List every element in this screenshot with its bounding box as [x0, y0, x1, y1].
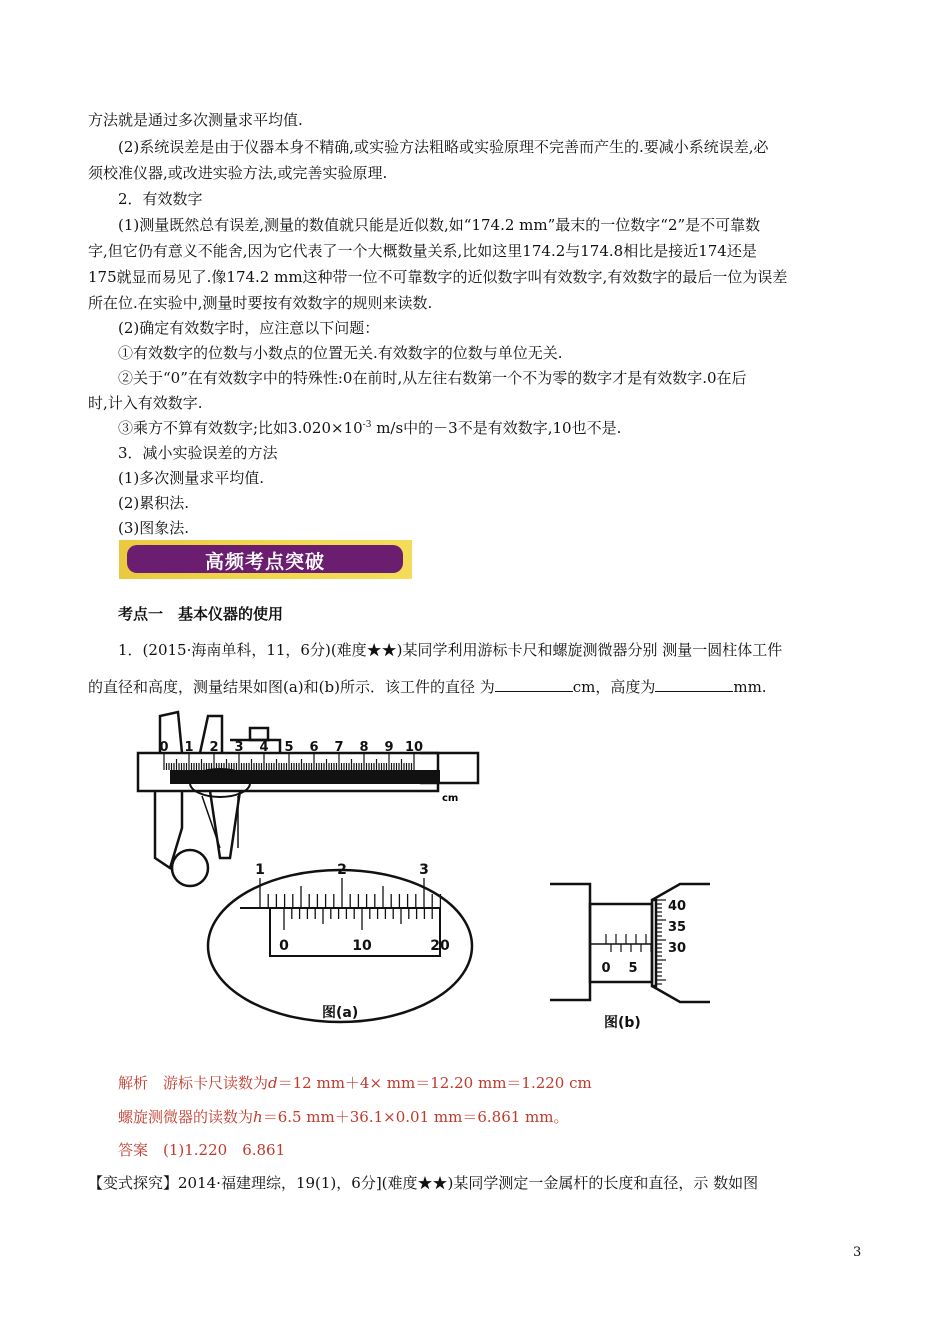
- thimble-labels: [668, 899, 686, 956]
- banner-pill: [127, 545, 403, 573]
- page-number: 3: [853, 1245, 862, 1260]
- main-scale-label: 8: [359, 740, 369, 755]
- caliper-lock-screw: [250, 728, 268, 740]
- answer-blank[interactable]: [495, 677, 573, 692]
- sleeve-label: 5: [628, 961, 638, 976]
- banner-title: 高频考点突破: [204, 551, 325, 573]
- section-banner: [119, 540, 412, 579]
- main-scale-label: 9: [384, 740, 394, 755]
- caliper-lower-jaw: [155, 791, 182, 868]
- text-line: (2)累积法.: [118, 494, 190, 512]
- main-scale-label: 0: [159, 740, 169, 755]
- text-line: 方法就是通过多次测量求平均值.: [88, 111, 303, 129]
- main-scale-label: 3: [234, 740, 244, 755]
- zoom-main-labels: [255, 862, 429, 878]
- zoom-main-label: 3: [419, 862, 429, 878]
- thimble-label: 30: [668, 941, 687, 956]
- text-span: ＝12 mm＋4× mm＝12.20 mm＝1.220 cm: [277, 1074, 592, 1092]
- analysis-line: [118, 1107, 898, 1127]
- micrometer-figure: [540, 880, 720, 1010]
- main-scale-label: 6: [309, 740, 319, 755]
- text-line: 所在位.在实验中,测量时要按有效数字的规则来读数.: [88, 294, 433, 312]
- text-span: ＝6.5 mm＋36.1×0.01 mm＝6.861 mm。: [262, 1108, 569, 1126]
- zoom-main-label: 2: [337, 862, 347, 878]
- answer-blank[interactable]: [655, 677, 733, 692]
- text-span: ③乘方不算有效数字;比如3.020×10: [118, 419, 363, 437]
- question-line: 1．(2015·海南单科，11，6分)(难度★★)某同学利用游标卡尺和螺旋测微器分别 测量一圆柱体工件: [118, 641, 783, 659]
- main-scale-label: 7: [334, 740, 344, 755]
- text-line: (3)图象法.: [118, 519, 190, 537]
- text-line: 须校准仪器,或改进实验方法,或完善实验原理.: [88, 164, 388, 182]
- text-line: [118, 418, 898, 438]
- text-span: 螺旋测微器的读数为: [118, 1108, 254, 1126]
- thimble-label: 40: [668, 899, 687, 914]
- main-scale-label: 10: [404, 740, 424, 755]
- zoom-vernier-label: 10: [352, 938, 372, 954]
- figure-b-caption: 图(b): [604, 1015, 641, 1031]
- text-line: 2．有效数字: [118, 190, 203, 208]
- zoom-vernier-label: 20: [430, 938, 450, 954]
- text-span: 解析 游标卡尺读数为: [118, 1074, 269, 1092]
- analysis-line: [118, 1073, 898, 1093]
- thimble-label: 35: [668, 920, 687, 935]
- superscript: -3: [362, 420, 372, 430]
- text-span: m/s中的－3不是有效数字,10也不是.: [371, 419, 622, 437]
- vernier-scale-band: [170, 770, 440, 784]
- main-scale-label: 2: [209, 740, 219, 755]
- text-line: 字,但它仍有意义不能舍,因为它代表了一个大概数量关系,比如这里174.2与174.8相比是接近174还是: [88, 242, 757, 260]
- zoom-vernier-label: 0: [279, 938, 289, 954]
- section-title: 考点一 基本仪器的使用: [118, 605, 284, 623]
- sleeve-labels: [601, 961, 637, 976]
- text-line: (1)测量既然总有误差,测量的数值就只能是近似数,如“174.2 mm”最末的一位数字“2”是不可靠数: [118, 216, 761, 234]
- text-line: ①有效数字的位数与小数点的位置无关.有效数字的位数与单位无关.: [118, 344, 563, 362]
- text-line: (1)多次测量求平均值.: [118, 469, 265, 487]
- vernier-caliper-figure: [130, 708, 490, 1028]
- micrometer-frame: [550, 884, 590, 1000]
- variable: h: [253, 1108, 263, 1126]
- text-line: (2)系统误差是由于仪器本身不精确,或实验方法粗略或实验原理不完善而产生的.要减小系统误差,必: [118, 138, 769, 156]
- figure-a-caption: 图(a): [322, 1005, 359, 1021]
- zoom-vernier-ticks: [284, 908, 440, 930]
- text-line: 175就显而易见了.像174.2 mm这种带一位不可靠数字的近似数字叫有效数字,有效数字的最后一位为误差: [88, 268, 788, 286]
- text-line: 时,计入有效数字.: [88, 394, 203, 412]
- caliper-workpiece: [172, 850, 208, 886]
- text-line: ②关于“0”在有效数字中的特殊性:0在前时,从左往右数第一个不为零的数字才是有效数字.0在后: [118, 369, 747, 387]
- text-span: mm.: [733, 678, 767, 696]
- zoom-vernier-labels: [279, 938, 450, 954]
- variant-line: 【变式探究】2014·福建理综，19(1)，6分](难度★★)某同学测定一金属杆的长度和直径，示 数如图: [88, 1174, 759, 1192]
- main-scale-label: 5: [284, 740, 294, 755]
- text-span: cm，高度为: [572, 678, 656, 696]
- unit-label: cm: [442, 793, 459, 804]
- question-line: [88, 677, 868, 697]
- text-span: 的直径和高度，测量结果如图(a)和(b)所示．该工件的直径 为: [88, 678, 495, 696]
- sleeve-ticks: [606, 934, 651, 952]
- thimble-ticks: [656, 900, 666, 984]
- micrometer-sleeve: [590, 904, 652, 982]
- text-line: (2)确定有效数字时，应注意以下问题：: [118, 319, 380, 337]
- sleeve-label: 0: [601, 961, 611, 976]
- variable: d: [268, 1074, 278, 1092]
- main-scale-ticks: [164, 754, 414, 770]
- main-scale-label: 1: [184, 740, 194, 755]
- answer-line: 答案 (1)1.220 6.861: [118, 1141, 286, 1159]
- text-line: 3．减小实验误差的方法: [118, 444, 278, 462]
- zoom-main-label: 1: [255, 862, 265, 878]
- main-scale-label: 4: [259, 740, 269, 755]
